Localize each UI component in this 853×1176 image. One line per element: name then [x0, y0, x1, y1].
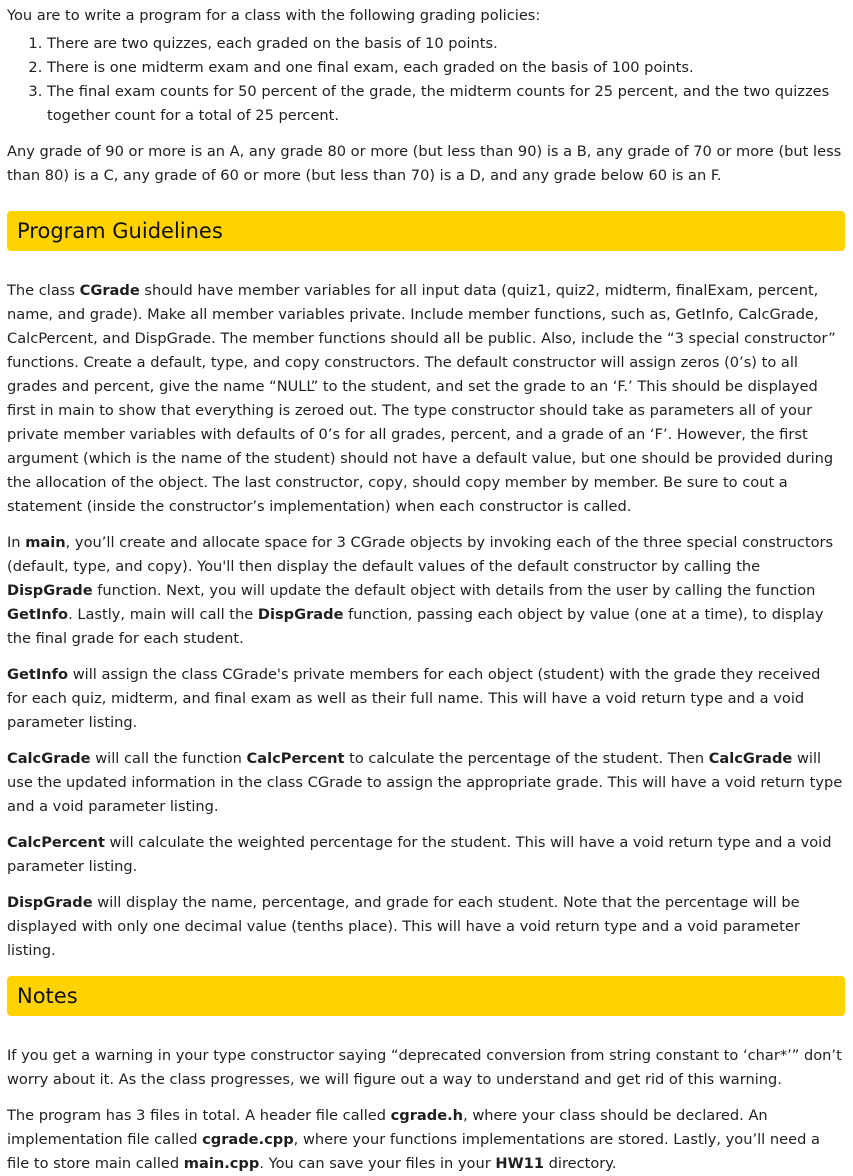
policy-item: 1. There are two quizzes, each graded on the basis of 10 points.: [47, 32, 845, 56]
grade-scale-text: Any grade of 90 or more is an A, any grade 80 or more (but less than 90) is a B, any grade of 70 or more (but less than 80) is a C, any grade of 60 or more (but less than 70) is a D, and any grade below 60 is an F.: [7, 143, 842, 184]
section-title: Notes: [17, 984, 78, 1008]
section-header-guidelines: [7, 211, 845, 251]
guidelines-paragraph-main: In main, you’ll create and allocate space for 3 CGrade objects by invoking each of the three special constructors (default, type, and copy). You'll then display the default values of the default constructor by calling the DispGrade function. Next, you will update the default object with details from the user by calling the function GetInfo. Lastly, main will call the DispGrade function, passing each object by value (one at a time), to display the final grade for each student.: [7, 534, 834, 647]
policy-item: 3. The final exam counts for 50 percent of the grade, the midterm counts for 25 percent, and the two quizzes together count for a total of 25 percent.: [47, 80, 845, 128]
guidelines-paragraph-dispgrade: DispGrade will display the name, percentage, and grade for each student. Note that the percentage will be displayed with only one decimal value (tenths place). This will have a void return type and a void parameter listing.: [7, 894, 800, 959]
intro-text: You are to write a program for a class with the following grading policies:: [7, 7, 541, 24]
guidelines-paragraph-getinfo: GetInfo will assign the class CGrade's private members for each object (student) with the grade they received for each quiz, midterm, and final exam as well as their full name. This will have a void return type and a void parameter listing.: [7, 666, 821, 731]
policy-item: 2. There is one midterm exam and one final exam, each graded on the basis of 100 points.: [47, 56, 845, 80]
guidelines-paragraph-class: The class CGrade should have member variables for all input data (quiz1, quiz2, midterm, finalExam, percent, name, and grade). Make all member variables private. Include member functions, such as, GetInfo, CalcGrade, CalcPercent, and DispGrade. The member functions should all be public. Also, include the “3 special constructor” functions. Create a default, type, and copy constructors. The default constructor will assign zeros (0’s) to all grades and percent, give the name “NULL” to the student, and set the grade to an ‘F.’ This should be displayed first in main to show that everything is zeroed out. The type constructor should take as parameters all of your private member variables with defaults of 0’s for all grades, percent, and a grade of an ‘F’. However, the first argument (which is the name of the student) should not have a default value, but one should be provided during the allocation of the object. The last constructor, copy, should copy member by member. Be sure to cout a statement (inside the constructor’s implementation) when each constructor is called.: [7, 282, 836, 515]
section-header-notes: [7, 976, 845, 1016]
guidelines-paragraph-calcgrade: CalcGrade will call the function CalcPercent to calculate the percentage of the student. Then CalcGrade will use the updated information in the class CGrade to assign the appropriate grade. This will have a void return type and a void parameter listing.: [7, 750, 843, 815]
notes-paragraph-warning: If you get a warning in your type constructor saying “deprecated conversion from string constant to ‘char*’” don’t worry about it. As the class progresses, we will figure out a way to understand and get rid of this warning.: [7, 1047, 842, 1088]
notes-paragraph-files: The program has 3 files in total. A header file called cgrade.h, where your class should be declared. An implementation file called cgrade.cpp, where your functions implementations are stored. Lastly, you’ll need a file to store main called main.cpp. You can save your files in your HW11 directory.: [7, 1107, 820, 1172]
section-title: Program Guidelines: [17, 219, 223, 243]
grading-policies-list: [7, 32, 845, 128]
guidelines-paragraph-calcpercent: CalcPercent will calculate the weighted percentage for the student. This will have a void return type and a void parameter listing.: [7, 834, 832, 875]
